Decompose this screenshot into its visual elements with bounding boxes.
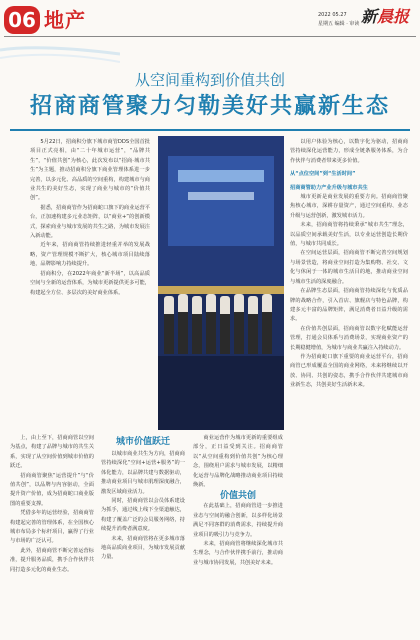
- title-underline: [10, 129, 410, 131]
- column-2: [10, 434, 94, 634]
- paragraph: 以用户体验为核心，以数字化为驱动，招商商管持续深化运营能力，形成全链条服务体系，为合作伙伴与消费者带来更多价值。: [290, 139, 408, 164]
- paragraph: 以城市商业共生为方向，招商商管持续深化“空间+运营+服务”的一体化能力，以品牌共建与数据驱动，推动商业项目与城市肌理深度融合，激发区域商业活力。: [101, 451, 185, 495]
- paragraph: 此外，招商商管不断完善运营标准，提升服务品质，携手合作伙伴共同打造多元化的商业生态。: [10, 547, 94, 573]
- section-heading: 从“点位空间”到“生活时间”: [290, 171, 356, 178]
- paragraph: 上，由上至下，招商商管以空间为基点，构建了品牌与城市的共生关系，实现了从空间价值到城市价值的跃迁。: [10, 435, 94, 470]
- stage-photo-illustration: [158, 136, 284, 430]
- column-heading: 价值共创: [219, 491, 256, 502]
- newspaper-logo: 新晨报: [361, 7, 410, 26]
- section-label: 地产: [44, 8, 86, 32]
- paragraph: 在品牌生态层面，招商商管持续深化与优质品牌的战略合作，引入首店、旗舰店与特色品牌，构建多元丰富的品牌矩阵，满足消费者日益升级的需求。: [290, 288, 408, 323]
- paragraph: 作为招商蛇口旗下重要的商业运营平台，招商商管已形成覆盖全国的商业网络，未来将继续以开放、协同、共创的姿态，携手合作伙伴共建城市商业新生态，共创美好生活新未来。: [290, 353, 408, 389]
- paragraph: 招商积分，在2022年商业“新半场”，以高品质空间与全新的运营体系，为城市更新提供更多可能，构建起全方位、多层次的美好商业体系。: [30, 270, 150, 296]
- issue-date: 2022 05.27: [318, 12, 347, 18]
- paragraph: 在空间运营层面，招商商管不断完善空间规划与场景营造，将商业空间打造为集购物、社交、文化与休闲于一体的城市生活目的地，推动商业空间与城市生活的深度融合。: [290, 250, 408, 285]
- article-title: 招商商管聚力匀勒美好共赢新生态: [29, 94, 390, 119]
- paragraph: 未来，招商商管将继续深化城市共生理念，与合作伙伴携手前行，推动商业与城市协同发展，共创美好未来。: [193, 541, 283, 566]
- column-1: [30, 138, 150, 430]
- column-5: [193, 434, 283, 634]
- paragraph: 凭借多年的运营经验，招商商管构建起完善的管理体系，在全国核心城市布局多个标杆项目，赢得了行业与市场的广泛认可。: [10, 510, 94, 545]
- paragraph: 在此基础上，招商商管进一步推进业态与空间的融合创新，以多样化场景满足不同客群的消费需求，持续提升商业项目的吸引力与竞争力。: [193, 503, 283, 538]
- paragraph: 在价值共创层面，招商商管以数字化赋能运营管理，打通会员体系与消费场景，实现商业资产的长期稳健增值，为城市与商业共赢注入持续动力。: [290, 325, 408, 351]
- event-photo: [158, 136, 284, 430]
- column-3: [101, 434, 185, 634]
- paragraph: 商业运营作为城市更新的重要组成部分，正日益受到关注。招商商管以“从空间重构到价值共创”为核心理念，围绕用户需求与城市发展，以精细化运营与品牌化战略推动商业项目持续焕新。: [193, 435, 283, 489]
- paragraph: 未来，招商商管将在更多城市落地高品质商业项目，为城市发展贡献力量。: [101, 535, 185, 561]
- column-heading: 城市价值跃迁: [115, 437, 170, 447]
- section-subheading: 招商商管助力产业升级与城市共生: [290, 184, 368, 191]
- article-subtitle: 从空间重构到价值共创: [134, 71, 285, 89]
- decorative-stripes: [0, 44, 120, 68]
- paragraph: 未来，招商商管将持续秉承“城市共生”理念，以品质空间承载美好生活，以专业运营创造长期价值，与城市共同成长。: [290, 222, 408, 248]
- paragraph: 同时，招商商管以会员体系建设为抓手，通过线上线下全渠道触达，构建了覆盖广泛的会员服务网络，持续提升消费者满意度。: [101, 498, 185, 533]
- paragraph: 近年来，招商商管持续推进轻重并举的发展战略，资产管理规模不断扩大，核心城市项目陆续落地，品牌影响力持续提升。: [30, 242, 150, 268]
- issue-weekday: 星期五 编辑 · 审读: [318, 21, 360, 27]
- paragraph: 据悉，招商商管作为招商蛇口旗下的商业运营平台，正加速构建多元业态矩阵，以“商业+”的创新模式，探索商业与城市发展的共生之路，为城市发展注入新动能。: [30, 204, 150, 240]
- paragraph: 5月22日，招商积分旗下城市商管DDS全国首批项目正式亮相，由“二十年城市运营”，“品牌共生”，“价值共创”为核心，此次发布以“招商·城市共生”为主题，推动招商积分旗下商业管理体系进一步完善，以多元化、高品质的空间重构，构建城市与商业共生的美好生态，实现了商业与城市的“价值共创”。: [30, 139, 150, 202]
- page-number: 06: [4, 6, 40, 34]
- paragraph: 招商商管聚焦“运营提升”与“价值共创”，以品牌与内容驱动，全面提升资产价值，成为招商蛇口商业版图的重要支撑。: [10, 472, 94, 507]
- header-divider: [4, 36, 416, 37]
- paragraph: 城市更新是商业发展的重要方向。招商商管聚焦核心城市，深耕存量资产，通过空间重构、业态升级与运营创新，激发城市活力。: [290, 194, 408, 219]
- column-4: [290, 138, 408, 632]
